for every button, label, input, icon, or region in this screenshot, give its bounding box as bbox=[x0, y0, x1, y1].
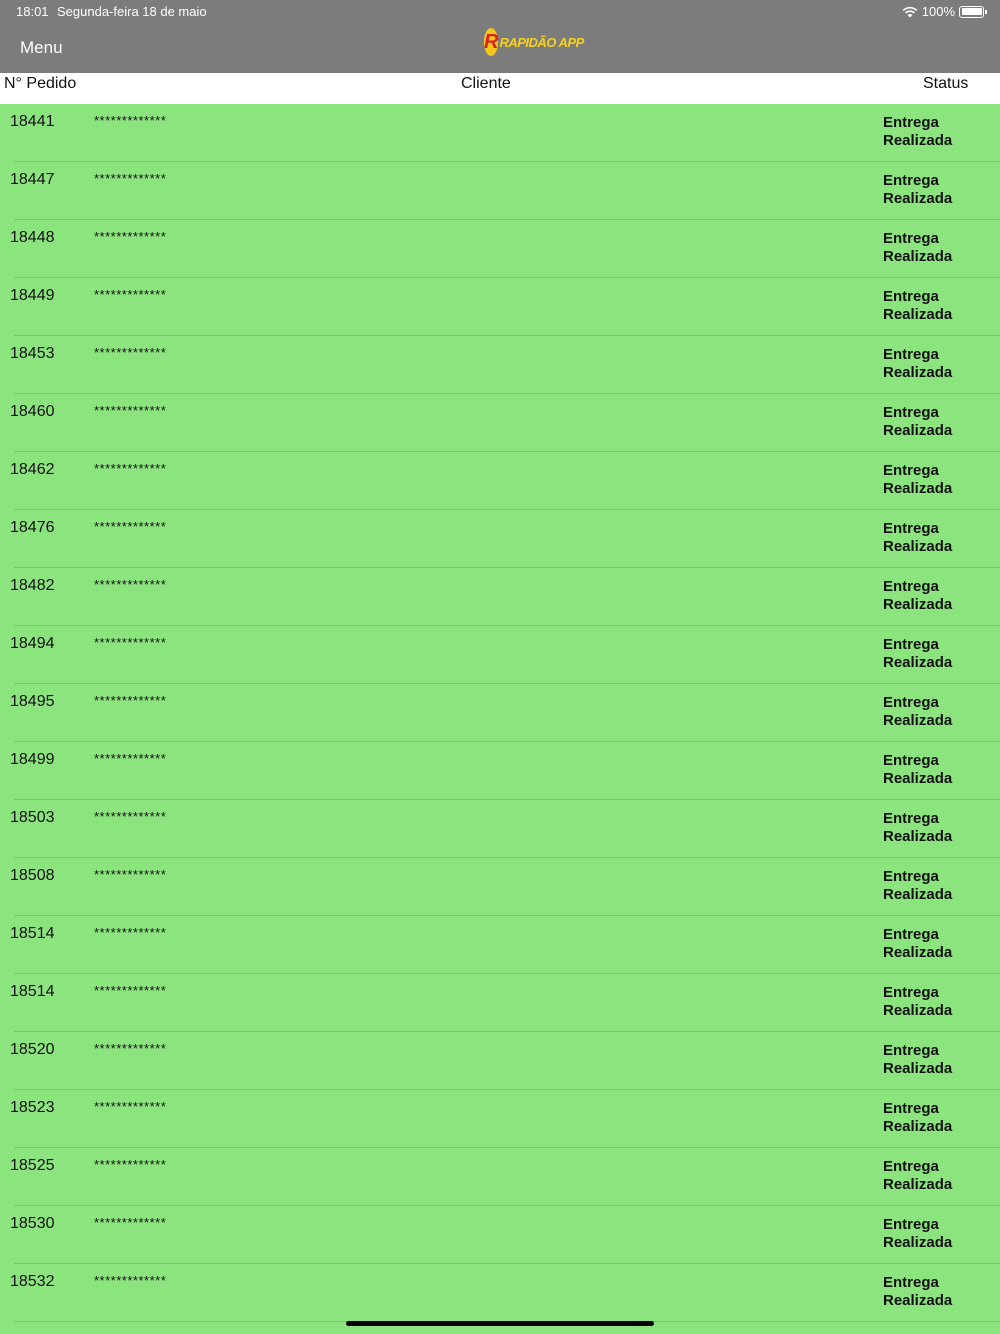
order-status: Entrega Realizada bbox=[883, 926, 953, 961]
status-time: 18:01 bbox=[16, 4, 49, 19]
app-logo bbox=[484, 27, 584, 57]
table-row[interactable] bbox=[0, 1032, 1000, 1090]
home-indicator[interactable] bbox=[346, 1321, 654, 1326]
table-row[interactable] bbox=[0, 916, 1000, 974]
order-client: ************* bbox=[94, 1273, 167, 1288]
order-number: 18453 bbox=[10, 345, 55, 362]
order-number: 18449 bbox=[10, 287, 55, 304]
table-header bbox=[0, 73, 1000, 104]
column-header-status: Status bbox=[923, 75, 969, 92]
logo-text: RAPIDÃO APP bbox=[499, 34, 584, 50]
table-row[interactable] bbox=[0, 510, 1000, 568]
column-header-number: N° Pedido bbox=[4, 75, 77, 92]
logo-r-icon: R bbox=[484, 28, 498, 56]
order-client: ************* bbox=[94, 1157, 167, 1172]
table-row[interactable] bbox=[0, 974, 1000, 1032]
order-status: Entrega Realizada bbox=[883, 520, 953, 555]
order-client: ************* bbox=[94, 751, 167, 766]
order-status: Entrega Realizada bbox=[883, 1158, 953, 1193]
table-row[interactable] bbox=[0, 394, 1000, 452]
order-client: ************* bbox=[94, 229, 167, 244]
order-status: Entrega Realizada bbox=[883, 810, 953, 845]
order-number: 18525 bbox=[10, 1157, 55, 1174]
navigation-bar bbox=[0, 0, 1000, 73]
table-row[interactable] bbox=[0, 162, 1000, 220]
table-row[interactable] bbox=[0, 800, 1000, 858]
table-row[interactable] bbox=[0, 684, 1000, 742]
order-client: ************* bbox=[94, 403, 167, 418]
order-status: Entrega Realizada bbox=[883, 868, 953, 903]
table-row[interactable] bbox=[0, 452, 1000, 510]
order-list bbox=[0, 104, 1000, 1322]
status-date: Segunda-feira 18 de maio bbox=[57, 4, 207, 19]
order-number: 18460 bbox=[10, 403, 55, 420]
order-client: ************* bbox=[94, 867, 167, 882]
order-client: ************* bbox=[94, 113, 167, 128]
status-indicators bbox=[902, 4, 984, 19]
order-status: Entrega Realizada bbox=[883, 462, 953, 497]
order-number: 18532 bbox=[10, 1273, 55, 1290]
table-row[interactable] bbox=[0, 1090, 1000, 1148]
order-status: Entrega Realizada bbox=[883, 1042, 953, 1077]
order-status: Entrega Realizada bbox=[883, 636, 953, 671]
wifi-icon bbox=[902, 6, 918, 18]
order-number: 18495 bbox=[10, 693, 55, 710]
order-number: 18482 bbox=[10, 577, 55, 594]
order-client: ************* bbox=[94, 693, 167, 708]
menu-button[interactable]: Menu bbox=[20, 38, 63, 57]
order-client: ************* bbox=[94, 171, 167, 186]
table-row[interactable] bbox=[0, 858, 1000, 916]
order-number: 18476 bbox=[10, 519, 55, 536]
order-number: 18520 bbox=[10, 1041, 55, 1058]
table-row[interactable] bbox=[0, 1148, 1000, 1206]
table-row[interactable] bbox=[0, 568, 1000, 626]
table-row[interactable] bbox=[0, 742, 1000, 800]
order-status: Entrega Realizada bbox=[883, 578, 953, 613]
order-client: ************* bbox=[94, 345, 167, 360]
order-status: Entrega Realizada bbox=[883, 230, 953, 265]
order-status: Entrega Realizada bbox=[883, 984, 953, 1019]
order-client: ************* bbox=[94, 635, 167, 650]
order-status: Entrega Realizada bbox=[883, 114, 953, 149]
order-client: ************* bbox=[94, 809, 167, 824]
order-client: ************* bbox=[94, 1215, 167, 1230]
order-status: Entrega Realizada bbox=[883, 694, 953, 729]
order-number: 18530 bbox=[10, 1215, 55, 1232]
table-row[interactable] bbox=[0, 104, 1000, 162]
table-row[interactable] bbox=[0, 336, 1000, 394]
order-number: 18462 bbox=[10, 461, 55, 478]
order-status: Entrega Realizada bbox=[883, 346, 953, 381]
order-status: Entrega Realizada bbox=[883, 404, 953, 439]
table-row[interactable] bbox=[0, 220, 1000, 278]
order-client: ************* bbox=[94, 287, 167, 302]
order-number: 18494 bbox=[10, 635, 55, 652]
battery-fill bbox=[962, 8, 982, 15]
table-row[interactable] bbox=[0, 1206, 1000, 1264]
order-status: Entrega Realizada bbox=[883, 752, 953, 787]
order-number: 18514 bbox=[10, 925, 55, 942]
order-client: ************* bbox=[94, 925, 167, 940]
order-status: Entrega Realizada bbox=[883, 1100, 953, 1135]
battery-percent: 100% bbox=[921, 4, 955, 19]
order-number: 18441 bbox=[10, 113, 55, 130]
table-row[interactable] bbox=[0, 1264, 1000, 1322]
order-client: ************* bbox=[94, 519, 167, 534]
order-status: Entrega Realizada bbox=[883, 172, 953, 207]
order-number: 18523 bbox=[10, 1099, 55, 1116]
order-client: ************* bbox=[94, 1099, 167, 1114]
order-client: ************* bbox=[94, 461, 167, 476]
order-client: ************* bbox=[94, 1041, 167, 1056]
order-status: Entrega Realizada bbox=[883, 288, 953, 323]
order-number: 18514 bbox=[10, 983, 55, 1000]
battery-icon bbox=[959, 6, 984, 18]
order-client: ************* bbox=[94, 577, 167, 592]
order-number: 18503 bbox=[10, 809, 55, 826]
order-client: ************* bbox=[94, 983, 167, 998]
order-status: Entrega Realizada bbox=[883, 1216, 953, 1251]
column-header-client: Cliente bbox=[461, 75, 511, 92]
order-status: Entrega Realizada bbox=[883, 1274, 953, 1309]
order-number: 18508 bbox=[10, 867, 55, 884]
order-number: 18447 bbox=[10, 171, 55, 188]
table-row[interactable] bbox=[0, 278, 1000, 336]
table-row[interactable] bbox=[0, 626, 1000, 684]
order-number: 18499 bbox=[10, 751, 55, 768]
order-number: 18448 bbox=[10, 229, 55, 246]
